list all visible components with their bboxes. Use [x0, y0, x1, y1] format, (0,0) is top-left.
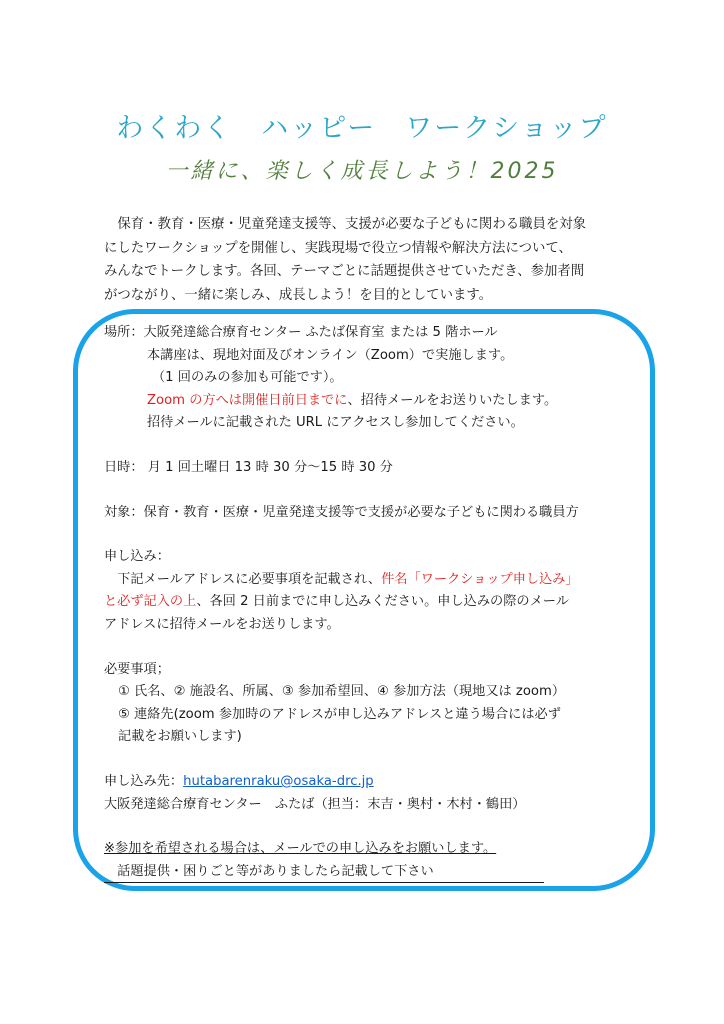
zoom-notice-text: 、招待メールをお送りいたします。 — [347, 392, 558, 408]
apply-text: 、各回 2 日前までに申し込みください。申し込みの際のメール — [196, 594, 569, 610]
place-detail: 本講座は、現地対面及びオンライン（Zoom）で実施します。 — [147, 347, 514, 363]
requirements-heading: 必要事項； — [104, 661, 170, 677]
info-box-content — [104, 322, 644, 883]
zoom-notice-emphasis: Zoom の方へは開催日前日までに — [147, 392, 348, 408]
apply-required-emphasis: と必ず記入の上 — [104, 594, 197, 610]
place-detail: 招待メールに記載された URL にアクセスし参加してください。 — [147, 415, 524, 431]
datetime-line: 日時： 月 1 回土曜日 13 時 30 分～15 時 30 分 — [104, 459, 393, 475]
intro-line: 保育・教育・医療・児童発達支援等、支援が必要な子どもに関わる職員を対象 — [104, 217, 587, 232]
page-title: わくわく ハッピー ワークショップ — [116, 113, 608, 144]
requirements-line: ① 氏名、② 施設名、所属、③ 参加希望回、④ 参加方法（現地又は zoom） — [118, 684, 566, 700]
note-line — [104, 861, 644, 884]
contact-label: 申し込み先： — [104, 773, 184, 789]
apply-heading: 申し込み： — [104, 549, 170, 565]
place-detail: （1 回のみの参加も可能です）。 — [152, 370, 343, 386]
apply-subject-emphasis: 件名「ワークショップ申し込み」 — [381, 571, 579, 587]
apply-line — [104, 591, 644, 614]
apply-text: 下記メールアドレスに必要事項を記載され、 — [104, 571, 382, 587]
note-underlined-text: 話題提供・困りごと等がありましたら記載して下さい — [104, 862, 544, 883]
intro-paragraph — [104, 213, 634, 307]
place-line: 場所：大阪発達総合療育センター ふたば保育室 または 5 階ホール — [104, 325, 498, 340]
contact-line — [104, 771, 644, 794]
requirements-line: ⑤ 連絡先(zoom 参加時のアドレスが申し込みアドレスと違う場合には必ず — [118, 706, 561, 722]
place-detail — [104, 390, 644, 413]
intro-line: みんなでトークします。各回、テーマごとに話題提供させていただき、参加者間 — [104, 264, 585, 279]
apply-line — [104, 569, 644, 592]
page-subtitle: 一緒に、楽しく成長しよう！2025 — [165, 159, 559, 184]
requirements-line: 記載をお願いします) — [118, 729, 242, 745]
intro-line: がつながり、一緒に楽しみ、成長しよう！を目的としています。 — [104, 287, 493, 303]
contact-org: 大阪発達総合療育センター ふたば（担当：末吉・奥村・木村・鶴田） — [104, 796, 526, 812]
intro-line: にしたワークショップを開催し、実践現場で役立つ情報や解決方法について、 — [104, 240, 572, 256]
apply-line: アドレスに招待メールをお送りします。 — [104, 616, 340, 632]
note-line: ※参加を希望される場合は、メールでの申し込みをお願いします。 — [104, 841, 497, 857]
contact-email-link[interactable]: hutabarenraku@osaka-drc.jp — [183, 773, 374, 789]
target-line: 対象：保育・教育・医療・児童発達支援等で支援が必要な子どもに関わる職員方 — [104, 504, 579, 520]
